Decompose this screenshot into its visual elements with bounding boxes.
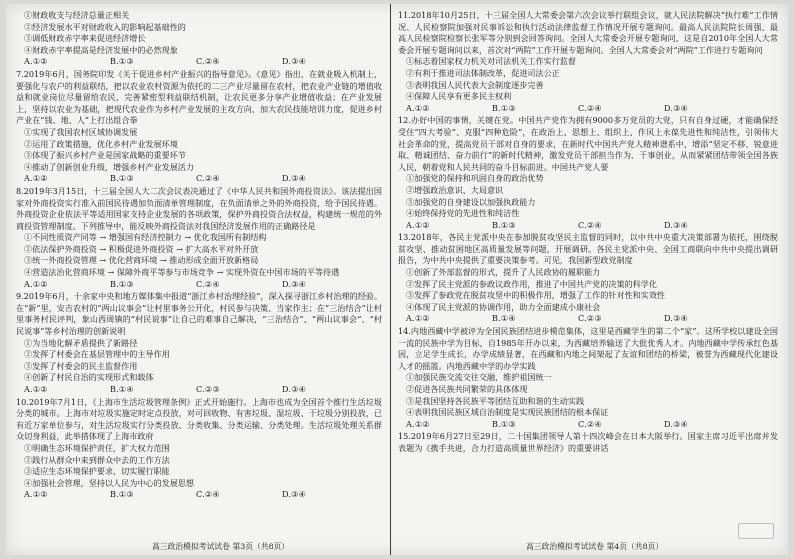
option: ③体现了振兴乡村产业是国家战略的重要环节 — [24, 150, 186, 161]
answer-choice: C.②④ — [578, 102, 602, 113]
answer-choice: C.②④ — [196, 56, 220, 67]
question-stem: 11.2018年10月25日，十三届全国人大常委会第六次会议举行联组会议，就人民法院解决“执行难”工作情况、人民检察院加强对民事诉讼和执行活动法律监督工作情况开展专题询问。最高人民法院院长周强、最高人民检察院检察长张军等分别到会回答询问。全国人大常委会开展专题询问，这是自2010年全国人大常委会开展专题询问以来，首次对“两院”工作开展专题询问。全国人大常委会对“两院”工作进行专题询问 — [398, 10, 778, 55]
answer-choice: D.③④ — [282, 173, 307, 184]
question-13 — [398, 232, 778, 325]
option: ④推动了创新创业升级，增强乡村产业发展活力 — [24, 161, 194, 172]
question-stem: 9.2019年6月，十余家中央和地方媒体集中报道“浙江乡村治理经验”，深入探寻浙江乡村治理的经验。在“新”里，安吉农村的“两山议事会”让村里事务公开化，村民参与决策、当家作主；在“三治结合”让村里事务村民评判，象山西周镇的“村民说事”让自己的难事自己解决，“三治结合”、“两山议事会”、“村民说事”等乡村治理的创新说明 — [16, 291, 382, 337]
answer-choice: A.①② — [24, 56, 48, 67]
answer-row — [16, 384, 382, 396]
option: ③统一外商投资管理 → 优化营商环境 → 推动形成全面开放新格局 — [24, 255, 259, 266]
answer-choice: B.①④ — [110, 384, 134, 394]
option: ④体现了民主党派的协调作用，助力全面建成小康社会 — [406, 301, 601, 312]
answer-row — [398, 103, 778, 115]
option: ①不同性质资产同等 → 增强国有经济控制力 → 优化我国所有制结构 — [24, 232, 267, 243]
answer-choice: A.①② — [406, 418, 430, 429]
answer-choice: C.②④ — [196, 173, 220, 184]
question-8 — [16, 186, 382, 290]
option: ②发挥了民主党派的参政议政作用，推进了中国共产党的决策的科学化 — [406, 278, 657, 289]
answer-choice: B.①③ — [110, 173, 134, 184]
option: ①为当地化解矛盾提供了新路径 — [24, 337, 138, 348]
option: ②发挥了村委会在基层管理中的主导作用 — [24, 349, 170, 360]
answer-row — [16, 173, 382, 185]
option: ②有利于推进司法体制改革，促进司法公正 — [406, 67, 560, 78]
answer-choice: D.③④ — [664, 219, 689, 230]
answer-choice: B.①③ — [110, 56, 134, 67]
option: ②促进各民族共同繁荣的具体体现 — [406, 384, 528, 394]
answer-choice: A.①② — [24, 384, 48, 394]
answer-choice: A.①② — [406, 313, 430, 324]
option: ④保障人民享有更多民主权利 — [406, 91, 512, 102]
left-column — [16, 10, 382, 537]
question-6-tail — [16, 10, 382, 68]
answer-row — [398, 313, 778, 325]
answer-choice: D.③④ — [282, 278, 307, 289]
question-14 — [398, 326, 778, 430]
answer-choice: C.②④ — [196, 489, 220, 500]
right-column — [398, 10, 778, 537]
answer-choice: D.③④ — [664, 102, 689, 113]
page-footer-right: 高三政治模拟考试试卷 第4页（共8页） — [526, 542, 664, 551]
option: ③表明我国人民代表大会制度逐步完善 — [406, 79, 544, 90]
option: ③加强党的自身建设以加强执政能力 — [406, 196, 536, 207]
question-stem: 7.2019年6月，国务院印发《关于促进乡村产业振兴的指导意见》。《意见》指出，在就业吸入机制上，要强化与农户的利益联结，把以农业农村资源为依托的二三产业尽量留在农村，把农业产业链的增值收益和就业岗位尽量留给农民，完善紧密型利益联结机制，让农民更多分享产业增值收益；在产业发展上，坚持以农业为基础，把现代农业作为乡村产业发展的主攻方向，加大农民技能培训力度，促进乡村产业在“钱、地、人”上打出组合拳 — [16, 68, 382, 126]
option: ①加强民族交流交往交融，维护祖国统一 — [406, 372, 552, 383]
answer-choice: C.②④ — [196, 278, 220, 289]
option: ③发挥了参政党在脱贫攻坚中的积极作用，增强了工作的针对性和实效性 — [406, 290, 666, 301]
answer-row — [16, 279, 382, 291]
column-divider — [390, 4, 391, 555]
option: ①标志着国家权力机关对司法机关工作实行监督 — [406, 56, 576, 67]
answer-choice: D.③④ — [282, 384, 307, 394]
option: ①加强党的保持和巩固自身的政治优势 — [406, 173, 544, 184]
answer-choice: B.①③ — [110, 489, 134, 500]
question-stem: 12.办好中国的事情，关键在党。中国共产党作为拥有9000多万党员的大党，只有自身过硬，才能确保经受住“四大考验”、克服“四种危险”，在政治上、思想上、组织上、作风上永葆先进性和纯洁性，引领伟大社会革命的党，提高党员干部对自身的要求，在新时代中国共产党人精神谱系中，增添“坚定不移、锐意进取、精诚团结、奋力前行”的新时代精神，激发党员干部担当作为、干事创业，从而紧紧团结带领全国各族人民，朝着党和人民共同的奋斗目标前进。中国共产党人要 — [398, 115, 778, 172]
option: ④表明我国民族区域自治制度是实现民族团结的根本保证 — [406, 407, 609, 418]
option: ②增强政治意识、大局意识 — [406, 184, 504, 195]
option: ①创新了外部监督的形式，提升了人民政协的履职能力 — [406, 267, 601, 278]
question-10 — [16, 397, 382, 501]
question-9 — [16, 291, 382, 395]
answer-row — [16, 56, 382, 68]
answer-choice: C.②③ — [196, 384, 220, 394]
question-7 — [16, 69, 382, 185]
answer-choice: A.①② — [24, 173, 48, 184]
answer-choice: B.①③ — [492, 219, 516, 230]
question-15 — [398, 431, 778, 454]
answer-row — [398, 419, 778, 431]
answer-choice: C.②④ — [578, 418, 602, 429]
option: ①财政收支与经济总量正相关 — [24, 10, 130, 20]
option: ③调低财政赤字率来促进经济增长 — [24, 33, 146, 44]
option: ④始终保持党的先进性和纯洁性 — [406, 208, 520, 219]
answer-row — [16, 489, 382, 501]
option: ③是我国坚持各民族平等团结互助和谐的生动实践 — [406, 395, 585, 406]
answer-choice: A.①② — [406, 102, 430, 113]
page-footer-left: 高三政治模拟考试试卷 第3页（共8页） — [152, 542, 290, 551]
answer-choice: B.①③ — [110, 278, 134, 289]
answer-choice: C.②④ — [578, 219, 602, 230]
answer-choice: D.③④ — [664, 313, 689, 324]
question-stem: 14.内地西藏中学被评为全国民族团结进步模范集体，这里是西藏学生的第二个“家”。这所学校以建设全国一流的民族中学为目标，自1985年开办以来，为西藏培养输送了大批优秀人才。内地西藏中学传承红色基因，立足学生成长，办学成绩显著，在西藏和内地之间架起了友谊和团结的桥梁，被誉为西藏现代化建设人才的摇篮。内地西藏中学的办学实践 — [398, 326, 778, 371]
answer-choice: B.①③ — [492, 102, 516, 113]
answer-row — [398, 220, 778, 232]
option: ②依法保护外商投资 → 积极促进外商投资 → 扩大高水平对外开放 — [24, 243, 259, 254]
answer-choice: B.①④ — [492, 313, 516, 324]
option: ②经济发展水平对财政收入的影响起基础性的 — [24, 21, 186, 32]
question-stem: 13.2018年，各民主党派中央在参加脱贫攻坚民主监督的同时，以中共中央重大决策部署为依托，围绕脱贫攻坚、推动贫困地区高质量发展等问题，开展调研。各民主党派中央、全国工商联向中共中央提出调研报告，为中共中央提供了重要决策参考。可见，我国新型政党制度 — [398, 232, 778, 266]
question-stem: 10.2019年7月1日，《上海市生活垃圾管理条例》正式开始施行。上海市也成为全国首个推行生活垃圾分类的城市。上海市对垃圾实施定时定点投放，对可回收物、有害垃圾、湿垃圾、干垃圾分别投放，已有近万家单位参与，对生活垃圾实行分类投放、分类收集、分类运输、分类处理。生活垃圾处理关系群众切身利益，此举措体现了上海市政府 — [16, 396, 382, 442]
option: ④营造法治化营商环境 → 保障外商平等参与市场竞争 → 实现外资在中国市场的平等待遇 — [24, 267, 340, 278]
option: ③适应生态环境保护要求，切实履行职能 — [24, 466, 170, 477]
corner-stamp-mark — [738, 523, 774, 539]
option: ④加强社会管理，坚持以人民为中心的发展思想 — [24, 477, 194, 488]
answer-choice: B.①③ — [492, 418, 516, 429]
exam-sheet — [6, 4, 788, 555]
option: ④创新了村民自治的实现形式和载体 — [24, 372, 154, 383]
answer-choice: A.①② — [24, 489, 48, 500]
option: ①明确生态环境保护责任，扩大权力范围 — [24, 442, 170, 453]
question-11 — [398, 10, 778, 114]
answer-choice: D.③④ — [282, 56, 307, 67]
answer-choice: C.②③ — [578, 313, 602, 324]
option: ②运用了政策措施，优化乡村产业发展环境 — [24, 138, 178, 149]
question-12 — [398, 115, 778, 231]
answer-choice: A.①② — [406, 219, 430, 230]
answer-choice: A.①② — [24, 278, 48, 289]
answer-choice: D.③④ — [664, 418, 689, 429]
question-stem: 15.2019年6月27日至29日，二十国集团领导人第十四次峰会在日本大阪举行。国家主席习近平出席并发表题为《携手共进，合力打造高质量世界经济》的重要讲话 — [398, 431, 778, 453]
option: ④财政赤字率提高是经济发展中的必然现象 — [24, 44, 178, 55]
answer-choice: D.③④ — [282, 489, 307, 500]
option: ②践行从群众中来到群众中去的工作方法 — [24, 454, 170, 465]
question-stem: 8.2019年3月15日，十三届全国人大二次会议表决通过了《中华人民共和国外商投资法》。该法提出国家对外商投资实行准入前国民待遇加负面清单管理制度，在负面清单之外的外商投资，给予国民待遇。外商投资企业依法平等适用国家支持企业发展的各项政策，保护外商投资合法权益，构建统一规范的外商投资管理制度。下列推导中，能反映外商投资法对我国经济发展作用的正确路径是 — [16, 185, 382, 231]
option: ③发挥了村委会的民主监督作用 — [24, 360, 138, 371]
option: ①实现了我国农村区域协调发展 — [24, 126, 138, 137]
